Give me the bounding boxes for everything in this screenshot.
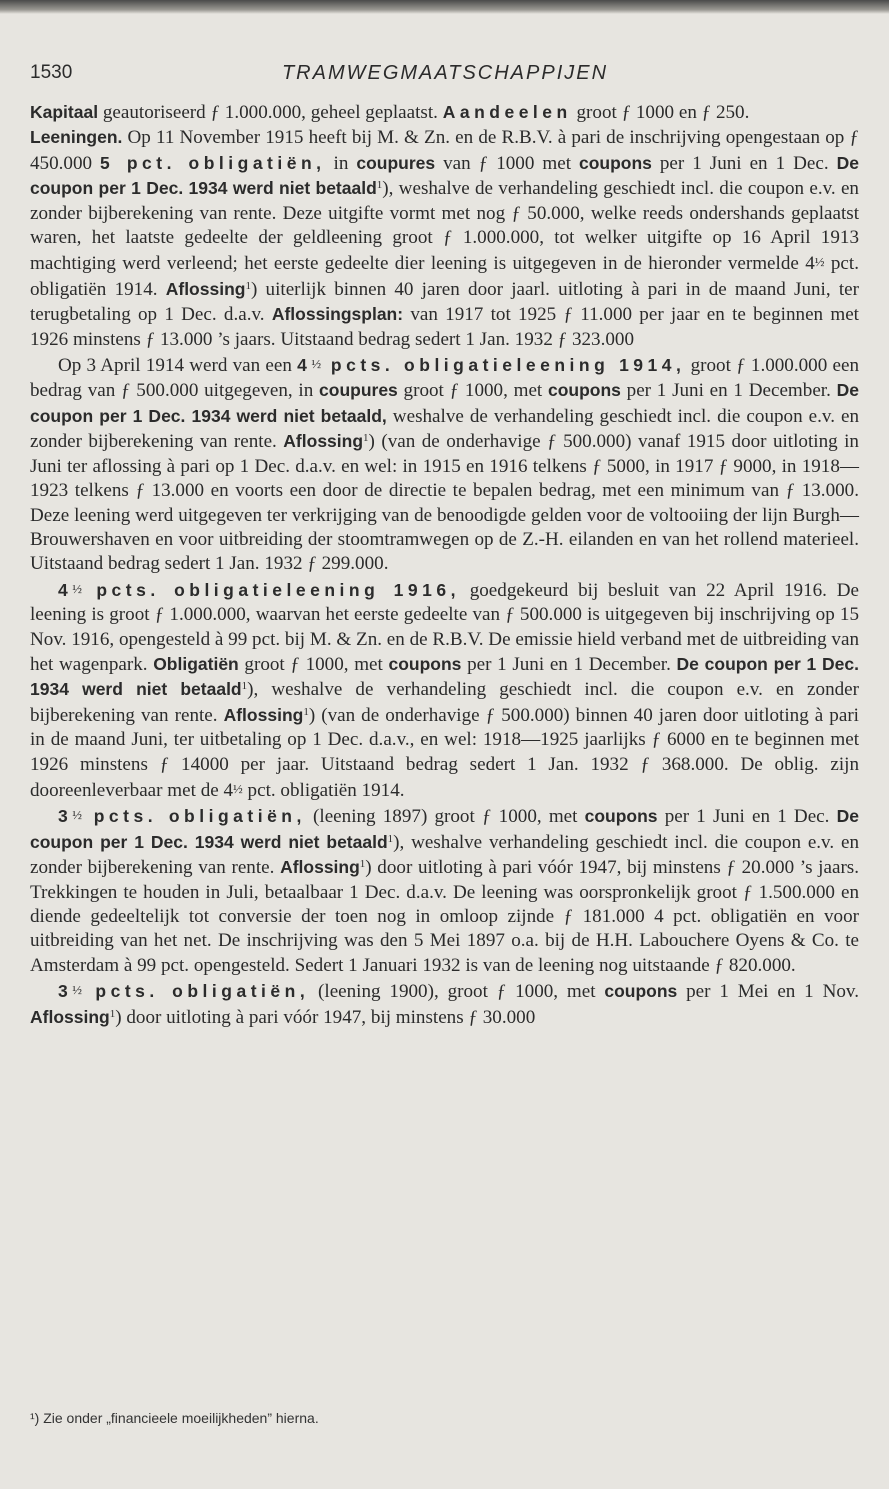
fraction: ½ [72, 580, 82, 596]
text-run: per 1 Juni en 1 Dec. [657, 806, 837, 828]
fraction: ½ [311, 356, 322, 372]
bold-term: Leeningen. [30, 127, 123, 148]
text-run: pct. obligatiën 1914. [242, 779, 405, 801]
text-run: per 1 Mei en 1 Nov. [677, 981, 859, 1003]
text-run: ) (van de onderhavige ƒ 500.000) binnen 40 jaren door uitloting à pari in de maand Juni, ter uitbetaling op 1 Dec. d.a.v., en wel: 1918—1925 jaarlijks ƒ 6000 en te beginnen met 1926 minstens ƒ 14000 per jaar. Uitstaand bedrag sedert 1 Jan. 1932 ƒ 368.000. De oblig. zijn dooreenleverbaar met de 4 [30, 704, 859, 801]
bold-term: De coupon per 1 Dec. 1934 werd niet betaald, [30, 380, 860, 426]
bold-term: coupons [388, 653, 462, 674]
fraction: ½ [233, 780, 243, 796]
footnote-marker: 1 [387, 832, 394, 845]
text-run: ) (van de onderhavige ƒ 500.000) vanaf 1915 door uitloting in Juni ter aflossing à pari op 1 Dec. d.a.v. en wel: in 1915 en 1916 telkens ƒ 5000, in 1917 ƒ 9000, in 1918—1923 telkens ƒ 13.000 en voorts een door de directie te bepalen bedrag, met een minimum van ƒ 13.000. Deze leening werd uitgegeven ter verkrijging van de benoodigde gelden voor de voltooiing der lijn Burgh—Brouwershaven en voor uitbreiding der stoomtramwegen op de Z.-H. eilanden en van het rollend materieel. Uitstaand bedrag sedert 1 Jan. 1932 ƒ 299.000. [30, 431, 859, 575]
footnote-marker: 1 [109, 1007, 116, 1020]
text-run: goedgekeurd bij besluit van 22 April 1916. De leening is groot ƒ 1.000.000, waarvan het eerste gedeelte van ƒ 500.000 is uitgegeven bij inschrijving op 15 Nov. 1916, opengesteld à 99 pct. bij M. & Zn. en de R.B.V. De emissie hield verband met de uitbreiding van het wagenpark. [30, 579, 859, 675]
paragraph [30, 978, 859, 1030]
text-run: in [325, 152, 357, 174]
bold-term: De coupon per 1 Dec. 1934 werd niet betaald [30, 806, 859, 852]
text-run: (leening 1900), groot ƒ 1000, met [309, 981, 605, 1003]
spaced-heading: 4 [297, 355, 312, 376]
page-header [30, 58, 860, 88]
footnote-marker: 1 [363, 432, 369, 445]
bold-term: coupures [356, 152, 436, 173]
page-top-edge [0, 0, 889, 14]
footnote-marker: 1 [241, 680, 248, 693]
fraction: ½ [72, 807, 82, 823]
footnote: ¹) Zie onder „financieele moeilijkheden” hierna. [30, 1410, 319, 1426]
bold-term: Aflossing [283, 431, 364, 452]
spaced-heading: 3 [58, 806, 73, 827]
spaced-heading: pcts. obligatieleening 1916, [81, 579, 460, 600]
text-run: weshalve de verhandeling geschiedt incl. die coupon e.v. en zonder bijberekening van rente. [30, 405, 859, 453]
text-run: ), weshalve verhandeling geschiedt incl. die coupon e.v. en zonder bijberekening van rente. [30, 831, 859, 879]
paragraph [30, 352, 859, 577]
spaced-heading: pcts. obligatieleening 1914, [321, 355, 686, 376]
paragraph [30, 125, 859, 352]
bold-term: Aflossing [165, 278, 246, 299]
spaced-heading: pcts. obligatiën, [81, 981, 310, 1002]
body-text [30, 100, 859, 1030]
running-title: TRAMWEGMAATSCHAPPIJEN [281, 62, 609, 84]
text-run: Op 3 April 1914 werd van een [58, 355, 298, 377]
footnote-marker: 1 [303, 705, 309, 718]
bold-term: Aflossing [223, 704, 304, 725]
text-run: ) door uitloting à pari vóór 1947, bij minstens ƒ 20.000 ’s jaars. Trekkingen te houden in Juli, betaalbaar 1 Dec. d.a.v. De leening was oorspronkelijk groot ƒ 1.500.000 en diende gedeeltelijk tot conversie der toen nog in omloop zijnde ƒ 181.000 4 pct. obligatiën en voor uitbreiding van het net. De inschrijving was den 5 Mei 1897 o.a. bij de H.H. Labouchere Oyens & Co. te Amsterdam à 99 pct. opengesteld. Sedert 1 Januari 1932 is van de leening nog uitstaande ƒ 820.000. [30, 857, 860, 976]
bold-term: Aflossingsplan: [271, 304, 404, 325]
text-run: per 1 Juni en 1 December. [461, 653, 677, 675]
text-run: van 1917 tot 1925 ƒ 11.000 per jaar en te beginnen met 1926 minstens ƒ 13.000 ’s jaars. Uitstaand bedrag sedert 1 Jan. 1932 ƒ 323.000 [30, 304, 859, 350]
text-run: Op 11 November 1915 heeft bij M. & Zn. en de R.B.V. à pari de inschrijving opengestaan op ƒ 450.000 [30, 127, 859, 174]
text-run: per 1 Juni en 1 Dec. [651, 152, 837, 174]
footnote-marker: 1 [245, 279, 251, 292]
bold-term: coupons [584, 806, 658, 827]
paragraph [30, 803, 859, 978]
paragraph [30, 577, 859, 804]
bold-term: coupons [604, 981, 678, 1002]
text-run: groot ƒ 1000, met [238, 653, 389, 675]
bold-term: coupons [547, 380, 621, 401]
text-run: (leening 1897) groot ƒ 1000, met [305, 806, 585, 828]
bold-term: Aflossing [280, 857, 360, 878]
fraction: ½ [72, 982, 82, 998]
spaced-heading: 3 [58, 981, 73, 1002]
footnote-marker: 1 [359, 858, 366, 871]
text-run: geautoriseerd ƒ 1.000.000, geheel geplaatst. [98, 102, 443, 123]
bold-term: coupures [319, 380, 398, 401]
fraction: ½ [814, 254, 825, 270]
text-run: ) uiterlijk binnen 40 jaren door jaarl. uitloting à pari in de maand Juni, ter terugbetaling op 1 Dec. d.a.v. [30, 278, 859, 326]
text-run: pct. obligatiën 1914. [30, 253, 859, 300]
text-run: ) door uitloting à pari vóór 1947, bij minstens ƒ 30.000 [115, 1006, 536, 1028]
text-run: groot ƒ 1.000.000 een bedrag van ƒ 500.000 uitgegeven, in [30, 355, 859, 402]
text-run: ), weshalve de verhandeling geschiedt incl. die coupon e.v. en zonder bijberekening van rente. Deze uitgifte vormt met nog ƒ 50.000, welke reeds ondershands geplaatst waren, het laatste gedeelte der geldleening groot ƒ 1.000.000, tot welker uitgifte op 16 April 1913 machtiging werd verleend; het eerste gedeelte dier leening is uitgegeven in de hieronder vermelde 4 [30, 178, 859, 275]
bold-term: Kapitaal [30, 102, 99, 122]
paragraph [30, 100, 859, 125]
bold-term: Obligatiën [153, 653, 239, 674]
bold-term: Aflossing [30, 1006, 110, 1027]
text-run: groot ƒ 1000, met [397, 380, 548, 402]
footnote-marker: 1 [376, 179, 383, 192]
page-number: 1530 [30, 62, 73, 83]
text-run: ), weshalve de verhandeling geschiedt incl. die coupon e.v. en zonder bijberekening van rente. [30, 679, 859, 726]
bold-term: coupons [578, 152, 652, 173]
text-run: groot ƒ 1000 en ƒ 250. [571, 102, 750, 123]
bold-term: De coupon per 1 Dec. 1934 werd niet betaald [30, 653, 860, 700]
text-run: per 1 Juni en 1 December. [620, 380, 837, 402]
spaced-heading: Aandeelen [442, 102, 572, 122]
text-run: van ƒ 1000 met [435, 152, 579, 174]
spaced-heading: pcts. obligatiën, [81, 806, 306, 827]
spaced-heading: 5 pct. obligatiën, [100, 152, 326, 173]
spaced-heading: 4 [58, 579, 73, 600]
bold-term: De coupon per 1 Dec. 1934 werd niet betaald [30, 152, 859, 199]
